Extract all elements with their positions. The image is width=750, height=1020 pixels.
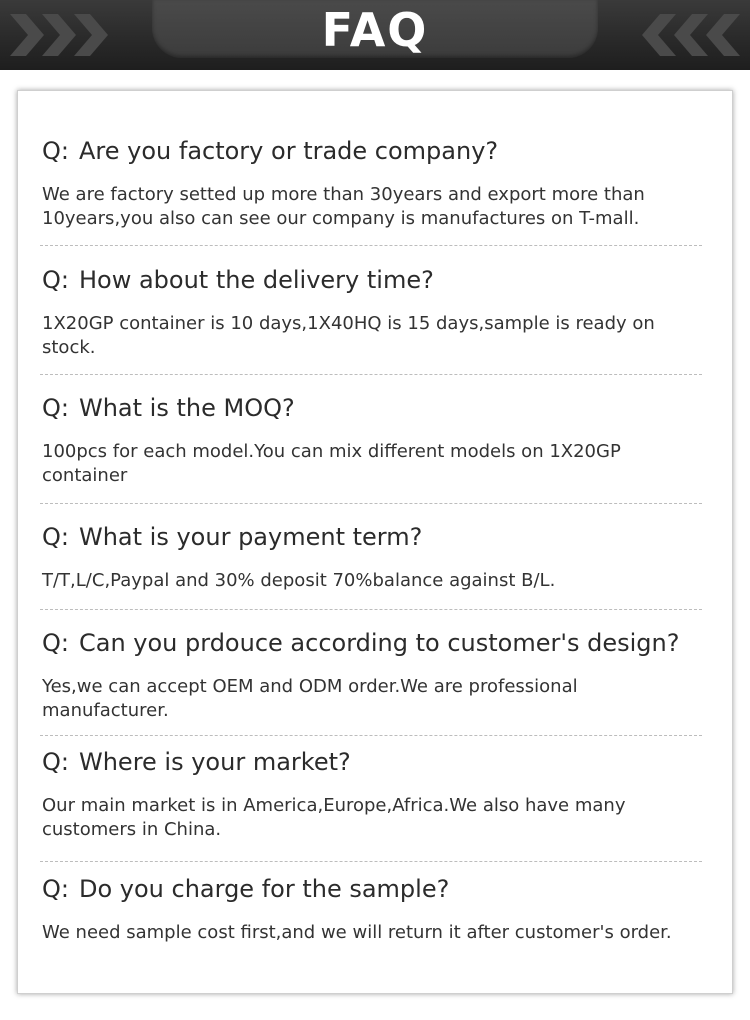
faq-answer: T/T,L/C,Paypal and 30% deposit 70%balance against B/L. bbox=[42, 570, 556, 591]
question-prefix: Q: bbox=[42, 875, 69, 903]
faq-item bbox=[42, 522, 702, 593]
question-prefix: Q: bbox=[42, 748, 69, 776]
question-text: Are you factory or trade company? bbox=[78, 137, 499, 165]
faq-question bbox=[42, 265, 702, 295]
faq-answer: We are factory setted up more than 30years and export more than 10years,you also can see our company is manufactures on T-mall. bbox=[42, 184, 645, 229]
faq-answer: We need sample cost first,and we will return it after customer's order. bbox=[42, 922, 672, 943]
divider bbox=[40, 374, 702, 375]
question-prefix: Q: bbox=[42, 137, 69, 165]
question-prefix: Q: bbox=[42, 394, 69, 422]
faq-question bbox=[42, 747, 702, 777]
question-text: What is your payment term? bbox=[78, 523, 423, 551]
question-prefix: Q: bbox=[42, 523, 69, 551]
divider bbox=[40, 735, 702, 736]
faq-item bbox=[42, 265, 702, 360]
question-prefix: Q: bbox=[42, 629, 69, 657]
faq-item bbox=[42, 747, 702, 842]
faq-card bbox=[17, 90, 733, 994]
divider bbox=[40, 245, 702, 246]
divider bbox=[40, 503, 702, 504]
question-text: Can you prdouce according to customer's design? bbox=[78, 629, 680, 657]
faq-answer: Yes,we can accept OEM and ODM order.We are professional manufacturer. bbox=[42, 676, 578, 721]
faq-answer: Our main market is in America,Europe,Africa.We also have many customers in China. bbox=[42, 795, 626, 840]
question-text: Where is your market? bbox=[78, 748, 351, 776]
faq-item bbox=[42, 628, 702, 723]
faq-question bbox=[42, 522, 702, 552]
divider bbox=[40, 861, 702, 862]
faq-item bbox=[42, 874, 702, 945]
faq-item bbox=[42, 393, 702, 488]
divider bbox=[40, 609, 702, 610]
faq-question bbox=[42, 874, 702, 904]
faq-question bbox=[42, 393, 702, 423]
question-text: What is the MOQ? bbox=[78, 394, 295, 422]
faq-question bbox=[42, 628, 702, 658]
question-text: Do you charge for the sample? bbox=[78, 875, 450, 903]
question-text: How about the delivery time? bbox=[78, 266, 434, 294]
faq-question bbox=[42, 136, 702, 166]
faq-answer: 1X20GP container is 10 days,1X40HQ is 15 days,sample is ready on stock. bbox=[42, 313, 655, 358]
question-prefix: Q: bbox=[42, 266, 69, 294]
page-title: FAQ bbox=[321, 3, 429, 57]
faq-item bbox=[42, 136, 702, 231]
faq-banner bbox=[0, 0, 750, 70]
faq-answer: 100pcs for each model.You can mix different models on 1X20GP container bbox=[42, 441, 621, 486]
